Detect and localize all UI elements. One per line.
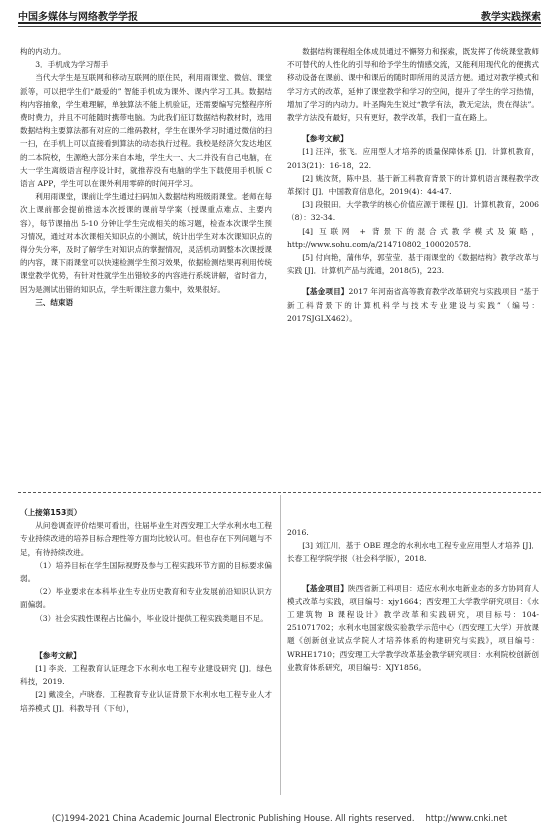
fund-label: 【基金项目】	[302, 583, 349, 593]
copyright-footer: (C)1994-2021 China Academic Journal Electronic Publishing House. All rights reserved. http://www.cnki.net	[51, 813, 508, 823]
paragraph: 当代大学生是互联网和移动互联网的原住民，利用雨课堂、微信、课堂派等，可以把学生们“最爱的” 智能手机成为课外、课内学习工具。数据结构内容抽象，学生难理解，单独算法不能上机验证，还需要编写完整程序所费时费力，并且不可能随时携带电脑。为此我们征订数据结构教材时，选用数据结构主要算法都有对应的二维码教材，学生在课外学习时通过微信的扫一扫，在手机上可以直接看到算法的动态执行过程。我校是经济欠发达地区的二本院校，生源绝大部分来自本地，学生大一、大二并没有自己电脑，在大一学生离级语言程序设计时，就推荐没有电脑的学生下载使用手机版 C 语言 APP，学生可以在课外利用零碎的时间开学习。	[20, 73, 272, 189]
column-separator	[280, 495, 281, 795]
paragraph: 利用雨课堂，课前让学生通过扫码加入数据结构班级雨课堂。老师在每次上课前都会提前推送本次授课的课前导学案（授课重点难点、主要内容），每节课抽出 5-10 分钟让学生完成相关的练习题，检查本次课学生预习情况，通过对本次课相关知识点的小测试，统计出学生对本次课知识点的得分失分率，及时了解学生对知识点的掌握情况，灵活机动调整本次课授课的内容，课下雨课堂可以快速检测学生预习效果，依据检测结果再利用传统课堂教学优势，有针对性就学生出错较多的内容进行系统讲解，省时省力，因为是测试出错的知识点，学生听课注意力集中，效果很好。	[20, 192, 272, 294]
reference-item: [1] 李炎．工程教育认证理念下水利水电工程专业建设研究 [J]．绿色科技，2019.	[20, 664, 272, 687]
paragraph: 数据结构课程组全体成员通过不懈努力和探索，既发挥了传统课堂教师不可替代的人性化的引导和给予学生的情感交流，又能利用现代化的便携式移动设备在课前、课中和课后的随时即所用的灵活方便。通过对教学模式和学习方式的改革，延伸了课堂教学和学习的空间，提升了学生的学习热情，增加了学习的内动力。叶圣陶先生说过“教学有法，教无定法，贵在得法”。教学方法没有最好，只有更好，教学改革，我们一直在路上。	[287, 47, 539, 123]
fund-label: 【基金项目】	[302, 287, 349, 297]
list-item: （2）毕业要求在本科毕业生专业历史教育和专业发展前沿知识认识方面偏弱。	[20, 587, 272, 610]
reference-item: [4] 互联网 + 背景下的混合式教学模式及策略，http://www.sohu.com/a/214710802_100020578.	[287, 226, 539, 249]
upper-right-column	[287, 45, 539, 325]
reference-item: [3] 段银田．大学教学的核心价值应源于课程 [J]．计算机教育，2006（8）：32-34.	[287, 200, 539, 223]
paragraph: 从问卷调查评价结果可看出，往届毕业生对西安理工大学水利水电工程专业持续改进的培养目标合理性等方面均比较认可。但也存在下列问题与不足，有待持续改进。	[20, 521, 272, 557]
reference-item: [3] 刘江川．基于 OBE 理念的水利水电工程专业应用型人才培养 [J]．长春工程学院学报（社会科学版），2018.	[287, 541, 539, 564]
continued-label: （上接第153页）	[20, 508, 82, 517]
reference-item: [2] 戴凌全，卢晓春．工程教育专业认证背景下水利水电工程专业人才培养模式 [J]．科教导刊（下旬），	[20, 690, 272, 713]
references-heading: 【参考文献】	[302, 134, 348, 144]
reference-continuation: 2016.	[287, 528, 309, 537]
upper-left-column	[20, 45, 272, 309]
fund-text: 陕西省新工科项目：适应水利水电新业态的多方协同育人模式改革与实践，项目编号：xjy1664；西安理工大学教学研究项目：《水工建筑物 B 课程设计》教学改革和实践研究，项目标号：104-251071702；水利水电国家级实验教学示范中心（西安理工大学）开放课题《创新创业试点学院人才培养体系的构建研究与实践》，项目编号：WRHE1710；西安理工大学教学改革基金教学研究项目：水利院校创新创业教育体系研究，项目编号：XJY1856。	[287, 583, 539, 672]
header-rule	[18, 22, 541, 24]
fund-paragraph	[287, 285, 539, 325]
article-divider	[18, 492, 541, 493]
list-item: （3）社会实践性课程占比偏小，毕业设计提供工程实践类题目不足。	[35, 613, 268, 623]
lower-right-column	[287, 526, 539, 674]
lower-left-column	[20, 506, 272, 715]
list-item: （1）培养目标在学生国际视野及参与工程实践环节方面的目标要求偏弱。	[20, 560, 272, 584]
section-title: 教学实践探索	[481, 12, 541, 23]
reference-item: [2] 姚汝贤，陈中县．基于新工科教育背景下的计算机语言课程教学改革探讨 [J]．中国教育信息化，2019(4)：44-47.	[287, 173, 539, 197]
journal-title: 中国多媒体与网络教学学报	[18, 12, 138, 23]
paragraph: 构的内动力。	[20, 47, 66, 56]
fund-paragraph	[287, 582, 539, 674]
fund-text: 2017 年河南省高等教育教学改革研究与实践项目 “基于新工科背景下的计算机科学与技术专业建设与实践”（编号：2017SJGLX462）。	[287, 287, 539, 323]
subsection-heading: 3．手机成为学习帮手	[35, 60, 109, 70]
references-heading: 【参考文献】	[35, 650, 81, 660]
section-heading-conclusion: 三、结束语	[35, 297, 74, 307]
header-rule-thin	[18, 26, 541, 27]
reference-item: [1] 汪洋，张飞．应用型人才培养的质量保障体系 [J]．计算机教育，2013(21)：16-18，22.	[287, 147, 539, 170]
reference-item: [5] 付向艳，蒲伟华，郭莹莹．基于雨课堂的《数据结构》教学改革与实践 [J]．计算机产品与流通，2018(5)，223.	[287, 253, 539, 276]
